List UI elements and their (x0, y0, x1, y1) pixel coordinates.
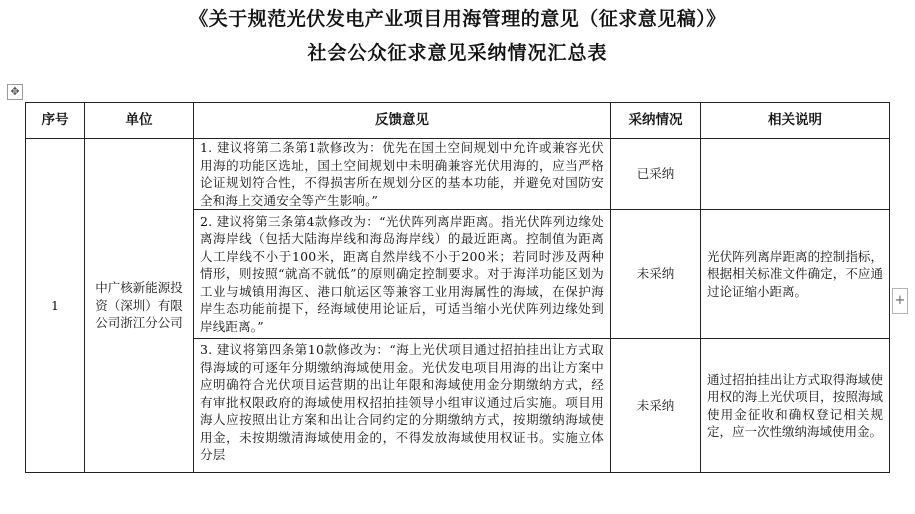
opinion-cell: 1. 建议将第二条第1款修改为：优先在国土空间规划中允许或兼容光伏用海的功能区选址，国土空间规划中未明确兼容光伏用海的，应当严格论证规划符合性，不得损害所在规划分区的基本功能，并避免对国防安全和海上交通安全等产生影响。” (194, 139, 611, 210)
header-no: 序号 (26, 103, 85, 139)
opinion-cell: 2. 建议将第三条第4款修改为：“光伏阵列离岸距离。指光伏阵列边缘处离海岸线（包括大陆海岸线和海岛海岸线）的最近距离。控制值为距离人工岸线不小于100米，距离自然岸线不小于200米；若同时涉及两种情形，则按照“就高不就低”的原则确定控制要求。对于海洋功能区划为工业与城镇用海区、港口航运区等兼容工业用海属性的海域，在保护海岸生态功能前提下，经海域使用论证后，可适当缩小光伏阵列边缘处到岸线距离。” (194, 210, 611, 339)
row-number: 1 (26, 139, 85, 473)
unit-name: 中广核新能源投资（深圳）有限公司浙江分公司 (85, 139, 194, 473)
header-note: 相关说明 (701, 103, 890, 139)
opinion-text: 3. 建议将第四条第10款修改为：“海上光伏项目通过招拍挂出让方式取得海域的可逐年分期缴纳海域使用金。光伏发电项目用海的出让方案中应明确符合光伏项目运营期的出让年限和海域使用金分期缴纳方式，经有审批权限政府的海域使用权招拍挂领导小组审议通过后实施。项目用海人应按照出让方案和出让合同约定的分期缴纳方式，按期缴纳海域使用金，未按期缴清海域使用金的，不得发放海域使用权证书。实施立体分层 (200, 342, 604, 462)
table-row (26, 139, 890, 210)
add-column-icon[interactable]: + (892, 288, 908, 314)
page-subtitle: 社会公众征求意见采纳情况汇总表 (307, 42, 608, 64)
header-opinion: 反馈意见 (194, 103, 611, 139)
table-header-row (26, 103, 890, 139)
summary-table (25, 102, 890, 473)
note-cell: 光伏阵列离岸距离的控制指标，根据相关标准文件确定，不应通过论证缩小距离。 (701, 210, 890, 339)
status-cell: 已采纳 (611, 139, 701, 210)
note-cell: 通过招拍挂出让方式取得海域使用权的海上光伏项目，按照海域使用金征收和确权登记相关规定，应一次性缴纳海域使用金。 (701, 339, 890, 473)
status-cell: 未采纳 (611, 339, 701, 473)
page-title: 《关于规范光伏发电产业项目用海管理的意见（征求意见稿）》 (189, 8, 726, 30)
header-unit: 单位 (85, 103, 194, 139)
table-move-handle-icon[interactable]: ✥ (7, 84, 23, 100)
status-cell: 未采纳 (611, 210, 701, 339)
opinion-cell (194, 339, 611, 473)
note-cell (701, 139, 890, 210)
header-status: 采纳情况 (611, 103, 701, 139)
